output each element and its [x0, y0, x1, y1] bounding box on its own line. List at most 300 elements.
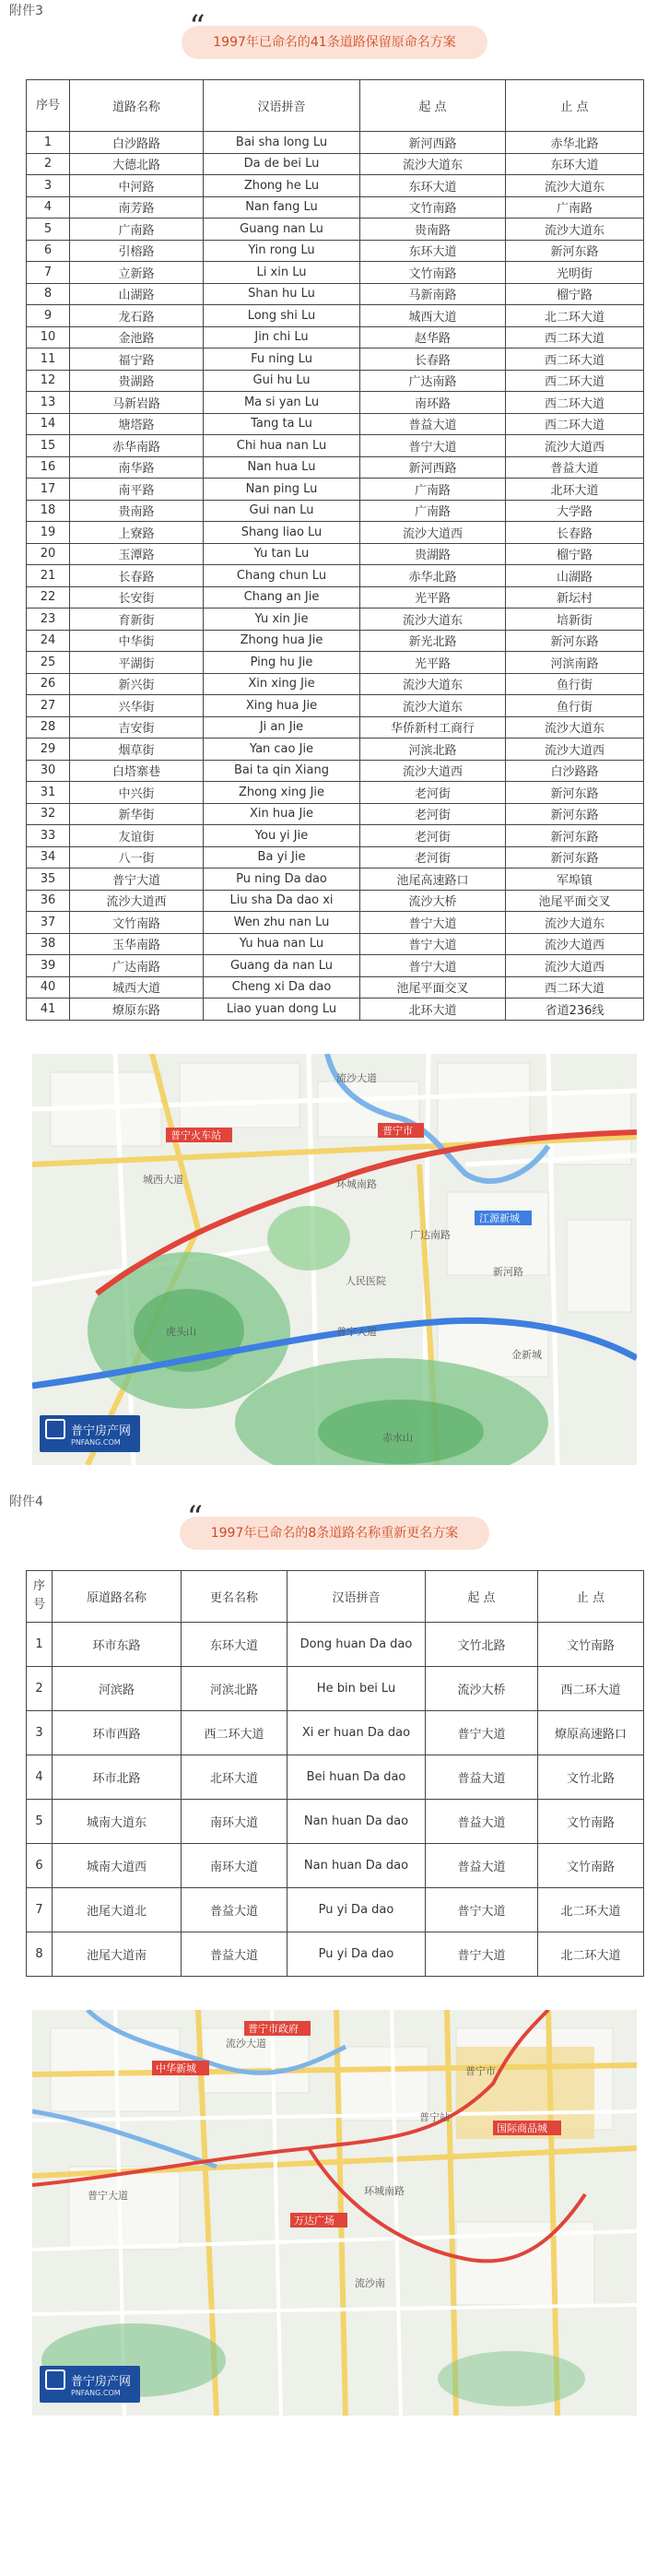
house-logo-icon — [45, 2369, 65, 2390]
table-cell: 马新岩路 — [70, 392, 204, 414]
table-row — [27, 586, 644, 609]
table-cell: 5 — [27, 1799, 53, 1843]
table-cell: 城南大道西 — [53, 1843, 182, 1887]
table-cell: 培新街 — [506, 609, 644, 631]
map-label-place-1: 普宁火车站 — [170, 1128, 221, 1141]
table-cell: 池尾大道南 — [53, 1932, 182, 1976]
table-row — [27, 846, 644, 869]
table-cell: 流沙大道东 — [360, 673, 506, 695]
table-row — [27, 132, 644, 154]
map-label-place-5: 金新城 — [511, 1348, 542, 1361]
table-cell: 16 — [27, 456, 70, 479]
map-label-huancheng: 环城南路 — [336, 1177, 377, 1190]
table-cell: 白沙路路 — [506, 760, 644, 782]
table-row — [27, 869, 644, 891]
table-cell: 流沙大道西 — [506, 933, 644, 955]
table-cell: 广南路 — [360, 500, 506, 522]
table-cell: 流沙大道东 — [506, 716, 644, 739]
table-cell: 文竹南路 — [70, 912, 204, 934]
table-row — [27, 479, 644, 501]
table-cell: 15 — [27, 435, 70, 457]
table-cell: 34 — [27, 846, 70, 869]
table-cell: 新兴街 — [70, 673, 204, 695]
table-cell: 新河东路 — [506, 825, 644, 847]
table-row — [27, 1843, 644, 1887]
table-cell: 流沙大道西 — [506, 739, 644, 761]
map2-label-place-1: 普宁市政府 — [248, 2022, 299, 2035]
table-cell: Zhong xing Jie — [204, 782, 360, 804]
table-cell: 流沙大道东 — [506, 912, 644, 934]
table-cell: 光明街 — [506, 262, 644, 284]
table-row — [27, 1887, 644, 1932]
table-cell: 3 — [27, 175, 70, 197]
table-cell: 吉安街 — [70, 716, 204, 739]
table-cell: 城西大道 — [360, 305, 506, 327]
table-cell: 27 — [27, 695, 70, 717]
table-cell: 赤华南路 — [70, 435, 204, 457]
table-cell: 普益大道 — [360, 413, 506, 435]
table-cell: 环市北路 — [53, 1755, 182, 1799]
logo-subtext: PNFANG.COM — [71, 1437, 121, 1447]
table-cell: 马新南路 — [360, 283, 506, 305]
table-cell: 西二环大道 — [506, 326, 644, 349]
attachment-label-3: 附件3 — [9, 4, 43, 18]
table-cell: Xin xing Jie — [204, 673, 360, 695]
table-cell: 流沙大道东 — [360, 153, 506, 175]
map2-label-place-5: 流沙南 — [355, 2276, 385, 2289]
table-row — [27, 175, 644, 197]
header-cell: 道路名称 — [70, 80, 204, 132]
table-cell: 广达南路 — [70, 955, 204, 977]
table-cell: Chi hua nan Lu — [204, 435, 360, 457]
table-cell: Shang liao Lu — [204, 522, 360, 544]
table-row — [27, 456, 644, 479]
table-cell: 21 — [27, 565, 70, 587]
table-cell: 36 — [27, 890, 70, 912]
table-row — [27, 760, 644, 782]
table-cell: Yin rong Lu — [204, 240, 360, 262]
table-cell: 5 — [27, 219, 70, 241]
table-cell: 山湖路 — [70, 283, 204, 305]
table-cell: 文竹南路 — [360, 262, 506, 284]
table-cell: 环市西路 — [53, 1710, 182, 1755]
table-row — [27, 1755, 644, 1799]
table-cell: 普宁大道 — [70, 869, 204, 891]
table-cell: 普益大道 — [426, 1799, 538, 1843]
map-label-liusha: 流沙大道 — [336, 1071, 377, 1084]
attachment-label-4: 附件4 — [9, 1494, 43, 1509]
table-cell: Xi er huan Da dao — [288, 1710, 426, 1755]
table-row — [27, 673, 644, 695]
table-row — [27, 803, 644, 825]
table-cell: Guang da nan Lu — [204, 955, 360, 977]
table-cell: 大德北路 — [70, 153, 204, 175]
table-cell: 龙石路 — [70, 305, 204, 327]
table-cell: 东环大道 — [360, 240, 506, 262]
table-row — [27, 933, 644, 955]
table-cell: 贵南路 — [70, 500, 204, 522]
table-cell: 17 — [27, 479, 70, 501]
table-cell: 新华街 — [70, 803, 204, 825]
table-cell: 流沙大道东 — [360, 609, 506, 631]
table-cell: 赤华北路 — [360, 565, 506, 587]
table-cell: 大学路 — [506, 500, 644, 522]
table-row — [27, 305, 644, 327]
map2-label-place-4: 普宁市 — [465, 2064, 496, 2077]
header-cell: 汉语拼音 — [204, 80, 360, 132]
table-cell: 北环大道 — [506, 479, 644, 501]
table-cell: 33 — [27, 825, 70, 847]
table-cell: 赵华路 — [360, 326, 506, 349]
table-cell: 南华路 — [70, 456, 204, 479]
table-cell: 中河路 — [70, 175, 204, 197]
table-cell: 广南路 — [360, 479, 506, 501]
table-cell: 燎原东路 — [70, 998, 204, 1021]
map2-label-huancheng: 环城南路 — [364, 2184, 405, 2197]
table-body — [27, 1622, 644, 1976]
road-map-1 — [32, 1054, 637, 1465]
table-cell: 新河西路 — [360, 456, 506, 479]
table-cell: 上寮路 — [70, 522, 204, 544]
table-cell: 普益大道 — [426, 1755, 538, 1799]
table-cell: 广南路 — [506, 196, 644, 219]
house-logo-icon — [45, 1419, 65, 1439]
table-cell: 23 — [27, 609, 70, 631]
table-cell: 新河东路 — [506, 782, 644, 804]
table-cell: Nan ping Lu — [204, 479, 360, 501]
table-cell: 南环路 — [360, 392, 506, 414]
table-cell: 玉华南路 — [70, 933, 204, 955]
table-cell: 八一街 — [70, 846, 204, 869]
table-cell: 燎原高速路口 — [538, 1710, 644, 1755]
table-cell: 池尾平面交叉 — [360, 976, 506, 998]
table-cell: Nan huan Da dao — [288, 1843, 426, 1887]
table-cell: 引榕路 — [70, 240, 204, 262]
table-cell: 西二环大道 — [506, 413, 644, 435]
table-cell: 环市东路 — [53, 1622, 182, 1666]
table-cell: 河滨路 — [53, 1666, 182, 1710]
table-cell: 西二环大道 — [506, 349, 644, 371]
table-cell: 流沙大道西 — [360, 522, 506, 544]
map-label-mountain-1: 虎头山 — [166, 1325, 196, 1338]
table-cell: 老河街 — [360, 803, 506, 825]
table-cell: 文竹南路 — [538, 1622, 644, 1666]
table-row — [27, 1666, 644, 1710]
table-cell: 东环大道 — [506, 153, 644, 175]
table-cell: 鱼行街 — [506, 695, 644, 717]
header-cell: 止 点 — [506, 80, 644, 132]
map-logo-badge — [40, 1415, 140, 1452]
map-1-graphic — [32, 1054, 637, 1465]
table-cell: Shan hu Lu — [204, 283, 360, 305]
table-cell: 省道236线 — [506, 998, 644, 1021]
table-row — [27, 739, 644, 761]
roads-table-8 — [26, 1570, 644, 1977]
table-cell: Ji an Jie — [204, 716, 360, 739]
map-2-graphic — [32, 2010, 637, 2416]
table-cell: 北二环大道 — [506, 305, 644, 327]
logo-subtext: PNFANG.COM — [71, 2388, 121, 2397]
table-cell: 塘塔路 — [70, 413, 204, 435]
table-row — [27, 782, 644, 804]
table-cell: Dong huan Da dao — [288, 1622, 426, 1666]
table-cell: 北环大道 — [182, 1755, 288, 1799]
table-cell: 10 — [27, 326, 70, 349]
table-cell: 河滨南路 — [506, 652, 644, 674]
table-row — [27, 998, 644, 1021]
table-cell: 流沙大道东 — [360, 695, 506, 717]
table-cell: 普宁大道 — [360, 933, 506, 955]
table-cell: 普宁大道 — [426, 1710, 538, 1755]
table-cell: 中华街 — [70, 630, 204, 652]
table-cell: 文竹北路 — [426, 1622, 538, 1666]
table-cell: 3 — [27, 1710, 53, 1755]
table-cell: Yan cao Jie — [204, 739, 360, 761]
table-cell: 育新街 — [70, 609, 204, 631]
table-cell: 29 — [27, 739, 70, 761]
table-cell: 13 — [27, 392, 70, 414]
table-cell: 河滨北路 — [182, 1666, 288, 1710]
table-cell: 河滨北路 — [360, 739, 506, 761]
table-cell: 2 — [27, 153, 70, 175]
table-row — [27, 955, 644, 977]
table-cell: 2 — [27, 1666, 53, 1710]
table-cell: Liu sha Da dao xi — [204, 890, 360, 912]
table-cell: 普宁大道 — [360, 955, 506, 977]
table-cell: 长春路 — [70, 565, 204, 587]
table-row — [27, 283, 644, 305]
table-cell: 7 — [27, 262, 70, 284]
quote-icon: “ — [186, 1498, 204, 1536]
table-cell: 8 — [27, 283, 70, 305]
table-cell: Bei huan Da dao — [288, 1755, 426, 1799]
table-cell: Pu yi Da dao — [288, 1887, 426, 1932]
map-label-place-6: 人民医院 — [346, 1274, 386, 1287]
table-cell: Xing hua Jie — [204, 695, 360, 717]
table-cell: 新河东路 — [506, 630, 644, 652]
table-cell: 40 — [27, 976, 70, 998]
table-cell: 4 — [27, 1755, 53, 1799]
map-label-place-3: 江源新城 — [479, 1211, 520, 1224]
table-row — [27, 695, 644, 717]
table-cell: 西二环大道 — [506, 370, 644, 392]
table-cell: 北二环大道 — [538, 1887, 644, 1932]
table-row — [27, 1932, 644, 1976]
table-row — [27, 609, 644, 631]
table-cell: 贵湖路 — [70, 370, 204, 392]
table-cell: 池尾平面交叉 — [506, 890, 644, 912]
table-row — [27, 219, 644, 241]
table-cell: 19 — [27, 522, 70, 544]
map2-label-place-3: 万达广场 — [294, 2214, 334, 2227]
table-row — [27, 825, 644, 847]
map2-label-place-6: 普宁站 — [419, 2110, 450, 2123]
table-cell: 城西大道 — [70, 976, 204, 998]
table-cell: 军埠镇 — [506, 869, 644, 891]
table-cell: Ma si yan Lu — [204, 392, 360, 414]
table-cell: 24 — [27, 630, 70, 652]
table-row — [27, 1799, 644, 1843]
table-cell: 华侨新村工商行 — [360, 716, 506, 739]
header-cell: 更名名称 — [182, 1570, 288, 1622]
table-cell: 28 — [27, 716, 70, 739]
table-row — [27, 262, 644, 284]
header-cell: 起 点 — [360, 80, 506, 132]
table-cell: 长安街 — [70, 586, 204, 609]
table-cell: Yu xin Jie — [204, 609, 360, 631]
table-row — [27, 630, 644, 652]
map-label-place-4: 新河路 — [493, 1265, 523, 1278]
table-cell: 18 — [27, 500, 70, 522]
table-cell: 普宁大道 — [360, 435, 506, 457]
table-cell: 38 — [27, 933, 70, 955]
table-cell: 立新路 — [70, 262, 204, 284]
table-cell: 39 — [27, 955, 70, 977]
table-cell: 流沙大道西 — [360, 760, 506, 782]
table-cell: 新河东路 — [506, 846, 644, 869]
table-row — [27, 652, 644, 674]
table-cell: 文竹南路 — [538, 1843, 644, 1887]
table-cell: Chang chun Lu — [204, 565, 360, 587]
table-row — [27, 976, 644, 998]
table-cell: 西二环大道 — [506, 976, 644, 998]
table-row — [27, 1710, 644, 1755]
table-cell: 9 — [27, 305, 70, 327]
table-cell: Wen zhu nan Lu — [204, 912, 360, 934]
table-cell: Nan fang Lu — [204, 196, 360, 219]
table-cell: 新河西路 — [360, 132, 506, 154]
table-cell: 41 — [27, 998, 70, 1021]
table-cell: 22 — [27, 586, 70, 609]
table-row — [27, 196, 644, 219]
section-title-pill — [182, 8, 487, 59]
table-cell: 贵南路 — [360, 219, 506, 241]
table-cell: 金池路 — [70, 326, 204, 349]
table-cell: 普益大道 — [426, 1843, 538, 1887]
table-cell: 7 — [27, 1887, 53, 1932]
table-cell: 6 — [27, 240, 70, 262]
table-cell: Zhong he Lu — [204, 175, 360, 197]
table-cell: Da de bei Lu — [204, 153, 360, 175]
table-header-row — [27, 80, 644, 132]
table-cell: 流沙大道西 — [506, 435, 644, 457]
table-cell: Chang an Jie — [204, 586, 360, 609]
table-cell: 长春路 — [506, 522, 644, 544]
table-cell: Pu yi Da dao — [288, 1932, 426, 1976]
section-title: 1997年已命名的8条道路名称重新更名方案 — [210, 1525, 459, 1541]
table-cell: 普宁大道 — [426, 1932, 538, 1976]
table-cell: 普宁大道 — [426, 1887, 538, 1932]
table-cell: 北环大道 — [360, 998, 506, 1021]
header-cell: 汉语拼音 — [288, 1570, 426, 1622]
table-cell: 池尾大道北 — [53, 1887, 182, 1932]
table-cell: Ping hu Jie — [204, 652, 360, 674]
table-cell: 广南路 — [70, 219, 204, 241]
table-cell: 贵湖路 — [360, 543, 506, 565]
table-cell: Jin chi Lu — [204, 326, 360, 349]
header-cell: 原道路名称 — [53, 1570, 182, 1622]
table-row — [27, 543, 644, 565]
table-cell: 赤华北路 — [506, 132, 644, 154]
table-cell: 烟草街 — [70, 739, 204, 761]
table-header-row — [27, 1570, 644, 1622]
map2-label-place-7: 国际商品城 — [497, 2121, 547, 2134]
map-label-place-2: 普宁市 — [382, 1124, 413, 1137]
table-cell: 新河东路 — [506, 240, 644, 262]
table-cell: 南环大道 — [182, 1843, 288, 1887]
table-cell: 文竹南路 — [538, 1799, 644, 1843]
table-cell: 玉潭路 — [70, 543, 204, 565]
header-cell: 序号 — [27, 1570, 53, 1622]
header-cell: 止 点 — [538, 1570, 644, 1622]
table-cell: 池尾高速路口 — [360, 869, 506, 891]
table-row — [27, 522, 644, 544]
table-cell: 流沙大桥 — [426, 1666, 538, 1710]
table-cell: 37 — [27, 912, 70, 934]
table-cell: 普益大道 — [182, 1887, 288, 1932]
table-cell: Long shi Lu — [204, 305, 360, 327]
table-cell: 30 — [27, 760, 70, 782]
table-row — [27, 153, 644, 175]
table-cell: 福宁路 — [70, 349, 204, 371]
table-cell: 6 — [27, 1843, 53, 1887]
table-cell: 新光北路 — [360, 630, 506, 652]
table-row — [27, 370, 644, 392]
table-cell: Pu ning Da dao — [204, 869, 360, 891]
map-label-mountain-2: 赤水山 — [382, 1431, 413, 1444]
map-label-chengxi: 城西大道 — [143, 1173, 183, 1186]
table-cell: 流沙大道东 — [506, 219, 644, 241]
table-cell: 文竹北路 — [538, 1755, 644, 1799]
table-cell: 32 — [27, 803, 70, 825]
table-cell: 老河街 — [360, 846, 506, 869]
table-cell: Yu hua nan Lu — [204, 933, 360, 955]
table-cell: Cheng xi Da dao — [204, 976, 360, 998]
table-cell: 平湖街 — [70, 652, 204, 674]
table-cell: 长春路 — [360, 349, 506, 371]
table-cell: 山湖路 — [506, 565, 644, 587]
table-cell: Nan huan Da dao — [288, 1799, 426, 1843]
table-cell: He bin bei Lu — [288, 1666, 426, 1710]
table-cell: 8 — [27, 1932, 53, 1976]
table-cell: 14 — [27, 413, 70, 435]
logo-text: 普宁房产网 — [71, 2374, 132, 2389]
table-cell: 兴华街 — [70, 695, 204, 717]
table-cell: 友谊街 — [70, 825, 204, 847]
table-cell: Li xin Lu — [204, 262, 360, 284]
table-cell: Fu ning Lu — [204, 349, 360, 371]
table-cell: 流沙大桥 — [360, 890, 506, 912]
table-cell: 老河街 — [360, 825, 506, 847]
table-cell: 鱼行街 — [506, 673, 644, 695]
table-row — [27, 435, 644, 457]
table-cell: Guang nan Lu — [204, 219, 360, 241]
table-cell: Ba yi Jie — [204, 846, 360, 869]
roads-table-41 — [26, 79, 644, 1021]
table-row — [27, 349, 644, 371]
table-cell: 光平路 — [360, 586, 506, 609]
table-row — [27, 890, 644, 912]
table-cell: 1 — [27, 132, 70, 154]
table-cell: 26 — [27, 673, 70, 695]
table-cell: 西二环大道 — [182, 1710, 288, 1755]
table-cell: 普益大道 — [182, 1932, 288, 1976]
table-cell: 流沙大道东 — [506, 175, 644, 197]
logo-text: 普宁房产网 — [71, 1424, 132, 1438]
section-title-pill — [180, 1498, 490, 1550]
table-cell: 广达南路 — [360, 370, 506, 392]
header-cell: 序号 — [27, 80, 70, 132]
